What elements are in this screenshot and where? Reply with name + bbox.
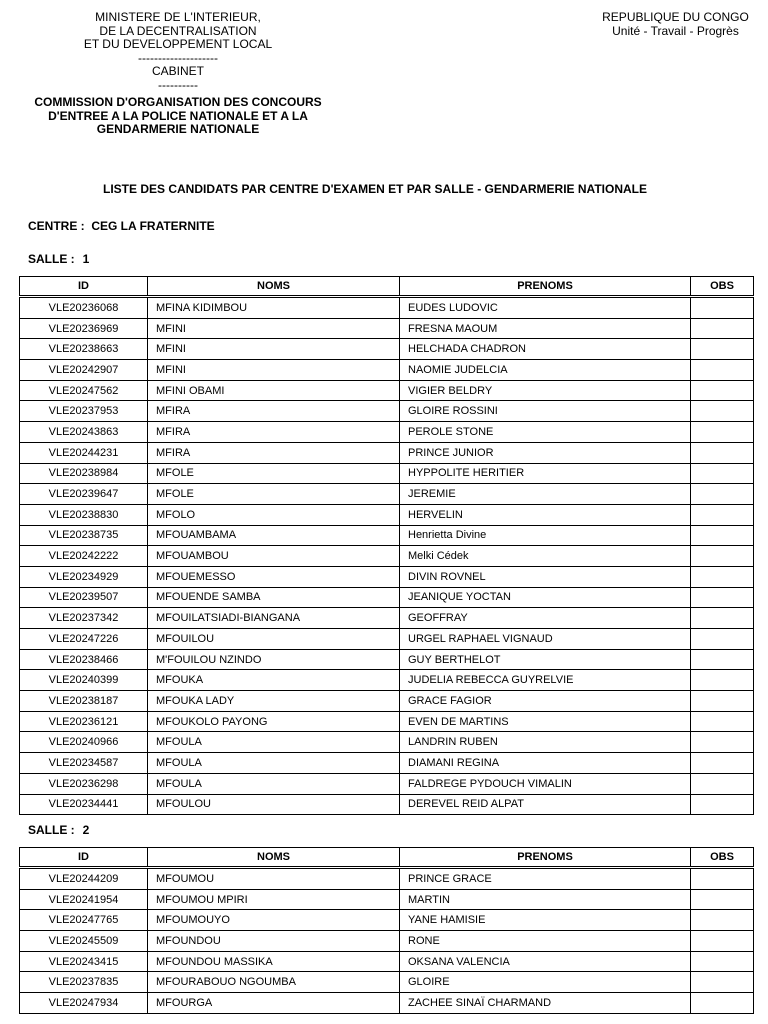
cell-id: VLE20242907 xyxy=(20,360,148,381)
cell-nom: MFINI xyxy=(148,360,400,381)
cell-obs xyxy=(691,629,754,650)
table-row xyxy=(20,732,754,753)
salle-1-heading xyxy=(28,252,89,266)
centre-line xyxy=(28,219,215,233)
table-row xyxy=(20,484,754,505)
table-header-row xyxy=(20,277,754,297)
cell-obs xyxy=(691,442,754,463)
cell-nom: MFOUMOUYO xyxy=(148,910,400,931)
cell-id: VLE20247226 xyxy=(20,629,148,650)
cabinet-label: CABINET xyxy=(151,64,204,78)
cell-prenom: RONE xyxy=(400,931,691,952)
cell-id: VLE20234929 xyxy=(20,566,148,587)
cell-nom: MFIRA xyxy=(148,401,400,422)
centre-label: CENTRE : xyxy=(28,219,85,233)
table-row xyxy=(20,711,754,732)
table-row xyxy=(20,951,754,972)
ministry-header xyxy=(0,11,356,137)
cell-id: VLE20247934 xyxy=(20,993,148,1014)
table-row xyxy=(20,753,754,774)
salle-2-heading xyxy=(28,823,89,837)
cell-prenom: JUDELIA REBECCA GUYRELVIE xyxy=(400,670,691,691)
cell-id: VLE20238984 xyxy=(20,463,148,484)
cell-prenom: JEANIQUE YOCTAN xyxy=(400,587,691,608)
table-body xyxy=(20,868,754,1014)
cell-id: VLE20244209 xyxy=(20,868,148,890)
cell-obs xyxy=(691,608,754,629)
table-row xyxy=(20,972,754,993)
cell-id: VLE20243863 xyxy=(20,422,148,443)
cell-nom: MFOUAMBOU xyxy=(148,546,400,567)
table-row xyxy=(20,910,754,931)
cell-prenom: VIGIER BELDRY xyxy=(400,380,691,401)
cell-prenom: GRACE FAGIOR xyxy=(400,691,691,712)
cell-id: VLE20236298 xyxy=(20,773,148,794)
cell-obs xyxy=(691,649,754,670)
cell-id: VLE20239647 xyxy=(20,484,148,505)
table-row xyxy=(20,380,754,401)
table-row xyxy=(20,442,754,463)
cell-id: VLE20238466 xyxy=(20,649,148,670)
cell-prenom: HELCHADA CHADRON xyxy=(400,339,691,360)
cell-nom: M'FOUILOU NZINDO xyxy=(148,649,400,670)
cell-obs xyxy=(691,931,754,952)
cell-id: VLE20234587 xyxy=(20,753,148,774)
cell-obs xyxy=(691,753,754,774)
table-row xyxy=(20,794,754,815)
cell-prenom: Melki Cédek xyxy=(400,546,691,567)
cell-nom: MFOUKOLO PAYONG xyxy=(148,711,400,732)
table-body xyxy=(20,297,754,815)
cell-obs xyxy=(691,670,754,691)
cell-nom: MFOUENDE SAMBA xyxy=(148,587,400,608)
cell-id: VLE20238830 xyxy=(20,504,148,525)
republic-header xyxy=(588,11,763,38)
salle-number: 1 xyxy=(82,252,90,266)
cell-obs xyxy=(691,422,754,443)
ministry-line: MINISTERE DE L'INTERIEUR, xyxy=(95,10,261,24)
cell-nom: MFOURGA xyxy=(148,993,400,1014)
table-row xyxy=(20,546,754,567)
cell-obs xyxy=(691,566,754,587)
cell-nom: MFOUKA LADY xyxy=(148,691,400,712)
cell-prenom: PRINCE GRACE xyxy=(400,868,691,890)
column-header-prenoms: PRENOMS xyxy=(400,848,691,868)
cell-nom: MFINA KIDIMBOU xyxy=(148,297,400,319)
cell-nom: MFOUNDOU xyxy=(148,931,400,952)
cell-prenom: DEREVEL REID ALPAT xyxy=(400,794,691,815)
cell-nom: MFOUMOU MPIRI xyxy=(148,889,400,910)
table-row xyxy=(20,566,754,587)
cell-id: VLE20245509 xyxy=(20,931,148,952)
cell-prenom: FALDREGE PYDOUCH VIMALIN xyxy=(400,773,691,794)
cell-prenom: EUDES LUDOVIC xyxy=(400,297,691,319)
cell-nom: MFOULA xyxy=(148,732,400,753)
cell-obs xyxy=(691,868,754,890)
cell-id: VLE20237835 xyxy=(20,972,148,993)
commission-line: COMMISSION D'ORGANISATION DES CONCOURS xyxy=(34,95,322,109)
cell-obs xyxy=(691,401,754,422)
cell-prenom: OKSANA VALENCIA xyxy=(400,951,691,972)
cell-obs xyxy=(691,691,754,712)
table-row xyxy=(20,318,754,339)
ministry-line: DE LA DECENTRALISATION xyxy=(99,23,257,38)
table-row xyxy=(20,773,754,794)
cell-prenom: GEOFFRAY xyxy=(400,608,691,629)
cell-obs xyxy=(691,297,754,319)
cell-id: VLE20243415 xyxy=(20,951,148,972)
cell-id: VLE20247765 xyxy=(20,910,148,931)
cell-obs xyxy=(691,773,754,794)
separator-line: ---------- xyxy=(158,77,198,92)
cell-nom: MFOULA xyxy=(148,773,400,794)
cell-id: VLE20238663 xyxy=(20,339,148,360)
cell-nom: MFOUEMESSO xyxy=(148,566,400,587)
cell-prenom: Henrietta Divine xyxy=(400,525,691,546)
cell-prenom: LANDRIN RUBEN xyxy=(400,732,691,753)
cell-prenom: JEREMIE xyxy=(400,484,691,505)
cell-obs xyxy=(691,910,754,931)
cell-nom: MFOUNDOU MASSIKA xyxy=(148,951,400,972)
table-row xyxy=(20,629,754,650)
cell-prenom: ZACHEE SINAÏ CHARMAND xyxy=(400,993,691,1014)
salle-label: SALLE : xyxy=(28,823,75,837)
cell-prenom: PRINCE JUNIOR xyxy=(400,442,691,463)
cell-prenom: GLOIRE ROSSINI xyxy=(400,401,691,422)
national-motto: Unité - Travail - Progrès xyxy=(612,23,739,38)
column-header-id: ID xyxy=(20,848,148,868)
cell-id: VLE20241954 xyxy=(20,889,148,910)
cell-id: VLE20240966 xyxy=(20,732,148,753)
cell-id: VLE20238187 xyxy=(20,691,148,712)
separator-line: -------------------- xyxy=(138,50,218,65)
column-header-obs: OBS xyxy=(691,277,754,297)
cell-prenom: HYPPOLITE HERITIER xyxy=(400,463,691,484)
cell-nom: MFOLO xyxy=(148,504,400,525)
salle-number: 2 xyxy=(82,823,90,837)
table-row xyxy=(20,993,754,1014)
salle-label: SALLE : xyxy=(28,252,75,266)
cell-obs xyxy=(691,360,754,381)
candidates-table-salle-2 xyxy=(19,847,754,1014)
cell-obs xyxy=(691,463,754,484)
table-row xyxy=(20,525,754,546)
table-row xyxy=(20,649,754,670)
column-header-noms: NOMS xyxy=(148,277,400,297)
table-header-row xyxy=(20,848,754,868)
republic-name: REPUBLIQUE DU CONGO xyxy=(602,10,749,24)
column-header-obs: OBS xyxy=(691,848,754,868)
cell-prenom: YANE HAMISIE xyxy=(400,910,691,931)
document-title: LISTE DES CANDIDATS PAR CENTRE D'EXAMEN ET PAR SALLE - GENDARMERIE NATIONALE xyxy=(103,182,647,196)
cell-nom: MFOLE xyxy=(148,463,400,484)
cell-prenom: NAOMIE JUDELCIA xyxy=(400,360,691,381)
table-row xyxy=(20,608,754,629)
cell-obs xyxy=(691,711,754,732)
cell-prenom: FRESNA MAOUM xyxy=(400,318,691,339)
cell-prenom: GLOIRE xyxy=(400,972,691,993)
table-row xyxy=(20,691,754,712)
column-header-noms: NOMS xyxy=(148,848,400,868)
cell-nom: MFOULOU xyxy=(148,794,400,815)
column-header-prenoms: PRENOMS xyxy=(400,277,691,297)
table-row xyxy=(20,401,754,422)
cell-id: VLE20238735 xyxy=(20,525,148,546)
candidates-table-salle-1 xyxy=(19,276,754,815)
cell-id: VLE20244231 xyxy=(20,442,148,463)
cell-nom: MFOULA xyxy=(148,753,400,774)
table-row xyxy=(20,463,754,484)
cell-obs xyxy=(691,339,754,360)
cell-id: VLE20239507 xyxy=(20,587,148,608)
cell-nom: MFINI xyxy=(148,339,400,360)
cell-obs xyxy=(691,993,754,1014)
cell-nom: MFOLE xyxy=(148,484,400,505)
cell-id: VLE20236969 xyxy=(20,318,148,339)
cell-id: VLE20247562 xyxy=(20,380,148,401)
cell-obs xyxy=(691,889,754,910)
cell-prenom: MARTIN xyxy=(400,889,691,910)
cell-nom: MFOUILATSIADI-BIANGANA xyxy=(148,608,400,629)
cell-nom: MFOURABOUO NGOUMBA xyxy=(148,972,400,993)
cell-id: VLE20236068 xyxy=(20,297,148,319)
cell-prenom: GUY BERTHELOT xyxy=(400,649,691,670)
cell-nom: MFIRA xyxy=(148,422,400,443)
cell-id: VLE20242222 xyxy=(20,546,148,567)
cell-obs xyxy=(691,794,754,815)
cell-nom: MFOUAMBAMA xyxy=(148,525,400,546)
table-row xyxy=(20,504,754,525)
cell-nom: MFINI xyxy=(148,318,400,339)
cell-obs xyxy=(691,525,754,546)
cell-prenom: EVEN DE MARTINS xyxy=(400,711,691,732)
cell-obs xyxy=(691,504,754,525)
cell-nom: MFIRA xyxy=(148,442,400,463)
centre-value: CEG LA FRATERNITE xyxy=(91,219,215,233)
cell-obs xyxy=(691,546,754,567)
commission-line: GENDARMERIE NATIONALE xyxy=(96,122,260,136)
cell-nom: MFOUILOU xyxy=(148,629,400,650)
cell-prenom: HERVELIN xyxy=(400,504,691,525)
cell-nom: MFINI OBAMI xyxy=(148,380,400,401)
cell-obs xyxy=(691,951,754,972)
cell-prenom: DIVIN ROVNEL xyxy=(400,566,691,587)
table-row xyxy=(20,297,754,319)
table-row xyxy=(20,931,754,952)
cell-id: VLE20237953 xyxy=(20,401,148,422)
cell-nom: MFOUMOU xyxy=(148,868,400,890)
cell-obs xyxy=(691,484,754,505)
cell-obs xyxy=(691,318,754,339)
cell-id: VLE20240399 xyxy=(20,670,148,691)
table-row xyxy=(20,339,754,360)
table-row xyxy=(20,868,754,890)
table-row xyxy=(20,670,754,691)
column-header-id: ID xyxy=(20,277,148,297)
table-row xyxy=(20,360,754,381)
cell-prenom: PEROLE STONE xyxy=(400,422,691,443)
cell-obs xyxy=(691,972,754,993)
ministry-line: ET DU DEVELOPPEMENT LOCAL xyxy=(83,37,273,51)
table-row xyxy=(20,422,754,443)
cell-obs xyxy=(691,587,754,608)
cell-prenom: URGEL RAPHAEL VIGNAUD xyxy=(400,629,691,650)
cell-prenom: DIAMANI REGINA xyxy=(400,753,691,774)
cell-id: VLE20234441 xyxy=(20,794,148,815)
table-row xyxy=(20,587,754,608)
commission-line: D'ENTREE A LA POLICE NATIONALE ET A LA xyxy=(48,108,308,123)
cell-id: VLE20236121 xyxy=(20,711,148,732)
table-row xyxy=(20,889,754,910)
cell-obs xyxy=(691,380,754,401)
cell-id: VLE20237342 xyxy=(20,608,148,629)
cell-nom: MFOUKA xyxy=(148,670,400,691)
cell-obs xyxy=(691,732,754,753)
